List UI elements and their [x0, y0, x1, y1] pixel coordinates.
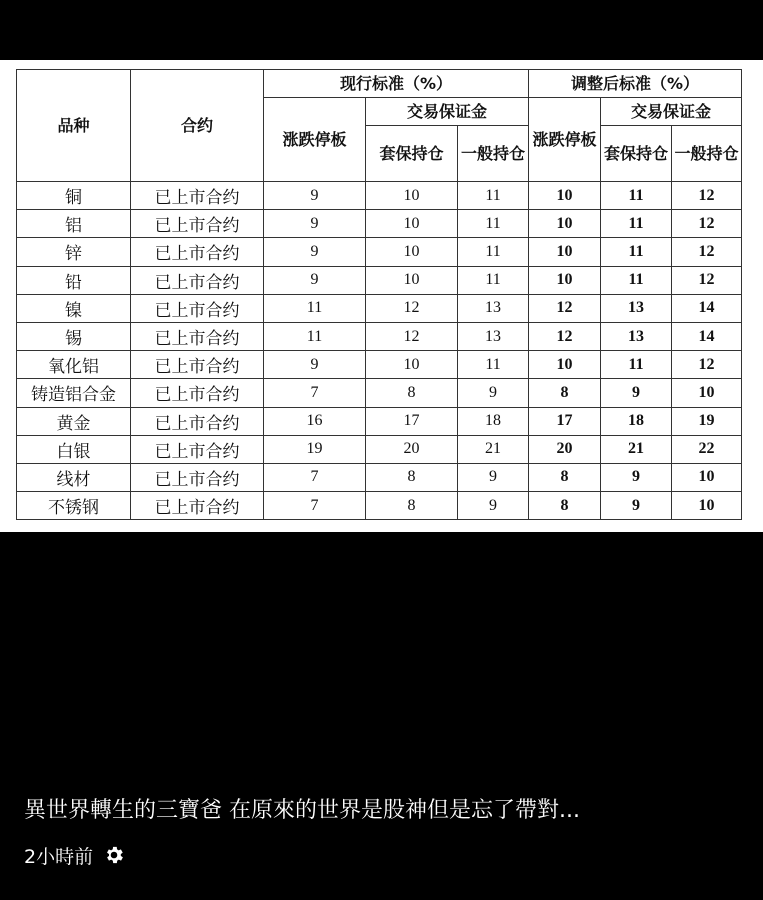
cell-contract: 已上市合约	[131, 407, 264, 435]
table-row	[17, 463, 742, 491]
cell-variety: 铅	[17, 266, 131, 294]
cell-contract: 已上市合约	[131, 294, 264, 322]
cell-a-limit: 12	[529, 294, 601, 322]
cell-contract: 已上市合约	[131, 210, 264, 238]
cell-variety: 线材	[17, 463, 131, 491]
cell-a-general: 10	[672, 379, 742, 407]
cell-variety: 镍	[17, 294, 131, 322]
cell-a-limit: 20	[529, 435, 601, 463]
cell-a-limit: 10	[529, 266, 601, 294]
cell-c-general: 11	[458, 182, 529, 210]
cell-c-general: 11	[458, 351, 529, 379]
cell-contract: 已上市合约	[131, 182, 264, 210]
header-adjusted-margin: 交易保证金	[601, 98, 742, 126]
cell-c-general: 13	[458, 294, 529, 322]
cell-a-limit: 17	[529, 407, 601, 435]
post-caption[interactable]: 異世界轉生的三寶爸 在原來的世界是股神但是忘了帶對...	[24, 798, 580, 823]
cell-contract: 已上市合约	[131, 463, 264, 491]
cell-c-general: 21	[458, 435, 529, 463]
cell-c-limit: 7	[264, 379, 366, 407]
cell-c-hedge: 8	[366, 463, 458, 491]
cell-a-hedge: 9	[601, 492, 672, 520]
cell-contract: 已上市合约	[131, 266, 264, 294]
cell-variety: 铸造铝合金	[17, 379, 131, 407]
cell-a-general: 12	[672, 210, 742, 238]
cell-a-limit: 12	[529, 322, 601, 350]
cell-a-hedge: 11	[601, 210, 672, 238]
cell-a-hedge: 21	[601, 435, 672, 463]
cell-contract: 已上市合约	[131, 238, 264, 266]
cell-c-hedge: 12	[366, 294, 458, 322]
cell-a-general: 12	[672, 266, 742, 294]
cell-variety: 锌	[17, 238, 131, 266]
cell-a-hedge: 9	[601, 463, 672, 491]
table-row	[17, 379, 742, 407]
cell-a-hedge: 13	[601, 322, 672, 350]
header-current-limit: 涨跌停板	[264, 98, 366, 182]
cell-c-limit: 9	[264, 351, 366, 379]
cell-c-hedge: 10	[366, 182, 458, 210]
cell-a-limit: 10	[529, 182, 601, 210]
cell-a-hedge: 11	[601, 266, 672, 294]
cell-a-general: 10	[672, 492, 742, 520]
table-row	[17, 492, 742, 520]
cell-c-hedge: 20	[366, 435, 458, 463]
cell-c-limit: 11	[264, 294, 366, 322]
cell-c-limit: 9	[264, 210, 366, 238]
table-row	[17, 407, 742, 435]
cell-c-hedge: 8	[366, 492, 458, 520]
cell-variety: 铜	[17, 182, 131, 210]
cell-contract: 已上市合约	[131, 379, 264, 407]
table-body	[17, 182, 742, 520]
post-time: 2小時前	[24, 845, 94, 868]
cell-a-hedge: 9	[601, 379, 672, 407]
cell-a-limit: 8	[529, 379, 601, 407]
header-adjusted-limit: 涨跌停板	[529, 98, 601, 182]
table-row	[17, 435, 742, 463]
cell-a-hedge: 11	[601, 238, 672, 266]
cell-a-hedge: 11	[601, 182, 672, 210]
cell-a-hedge: 11	[601, 351, 672, 379]
cell-a-limit: 10	[529, 238, 601, 266]
cell-contract: 已上市合约	[131, 492, 264, 520]
cell-c-general: 9	[458, 379, 529, 407]
cell-c-limit: 9	[264, 238, 366, 266]
post-meta	[24, 840, 125, 870]
cell-contract: 已上市合约	[131, 322, 264, 350]
cell-a-general: 14	[672, 294, 742, 322]
header-variety: 品种	[17, 70, 131, 182]
cell-c-limit: 7	[264, 492, 366, 520]
cell-c-limit: 7	[264, 463, 366, 491]
cell-c-limit: 19	[264, 435, 366, 463]
cell-contract: 已上市合约	[131, 351, 264, 379]
cell-c-general: 11	[458, 210, 529, 238]
cell-a-limit: 10	[529, 351, 601, 379]
cell-c-hedge: 10	[366, 351, 458, 379]
header-adjusted-standard: 调整后标准（%）	[529, 70, 742, 98]
table-row	[17, 266, 742, 294]
cell-a-general: 22	[672, 435, 742, 463]
header-current-margin: 交易保证金	[366, 98, 529, 126]
table-row	[17, 351, 742, 379]
header-current-standard: 现行标准（%）	[264, 70, 529, 98]
cell-variety: 铝	[17, 210, 131, 238]
table-row	[17, 322, 742, 350]
cell-a-limit: 8	[529, 463, 601, 491]
header-adjusted-hedge: 套保持仓	[601, 126, 672, 182]
cell-a-general: 12	[672, 182, 742, 210]
cell-c-hedge: 10	[366, 210, 458, 238]
cell-c-general: 9	[458, 492, 529, 520]
cell-c-general: 13	[458, 322, 529, 350]
header-current-hedge: 套保持仓	[366, 126, 458, 182]
cell-c-general: 18	[458, 407, 529, 435]
table-row	[17, 238, 742, 266]
cell-a-limit: 8	[529, 492, 601, 520]
cell-c-general: 11	[458, 238, 529, 266]
cell-c-hedge: 17	[366, 407, 458, 435]
header-adjusted-general: 一般持仓	[672, 126, 742, 182]
cell-c-limit: 16	[264, 407, 366, 435]
cell-c-hedge: 12	[366, 322, 458, 350]
screenshot-image	[0, 60, 763, 532]
cell-a-hedge: 18	[601, 407, 672, 435]
cell-a-general: 10	[672, 463, 742, 491]
cell-variety: 锡	[17, 322, 131, 350]
margin-standards-table	[16, 69, 742, 520]
cell-a-limit: 10	[529, 210, 601, 238]
cell-c-hedge: 8	[366, 379, 458, 407]
cell-variety: 氧化铝	[17, 351, 131, 379]
cell-contract: 已上市合约	[131, 435, 264, 463]
cell-c-hedge: 10	[366, 238, 458, 266]
header-current-general: 一般持仓	[458, 126, 529, 182]
header-contract: 合约	[131, 70, 264, 182]
cell-a-general: 19	[672, 407, 742, 435]
table-row	[17, 294, 742, 322]
cell-variety: 白银	[17, 435, 131, 463]
cell-variety: 黄金	[17, 407, 131, 435]
cell-a-general: 14	[672, 322, 742, 350]
cell-c-general: 9	[458, 463, 529, 491]
table-row	[17, 210, 742, 238]
cell-a-general: 12	[672, 351, 742, 379]
table-row	[17, 182, 742, 210]
cell-c-limit: 9	[264, 266, 366, 294]
cell-c-general: 11	[458, 266, 529, 294]
cell-c-hedge: 10	[366, 266, 458, 294]
cell-a-general: 12	[672, 238, 742, 266]
cell-a-hedge: 13	[601, 294, 672, 322]
cell-c-limit: 11	[264, 322, 366, 350]
cell-c-limit: 9	[264, 182, 366, 210]
gear-icon[interactable]	[103, 844, 125, 866]
cell-variety: 不锈钢	[17, 492, 131, 520]
